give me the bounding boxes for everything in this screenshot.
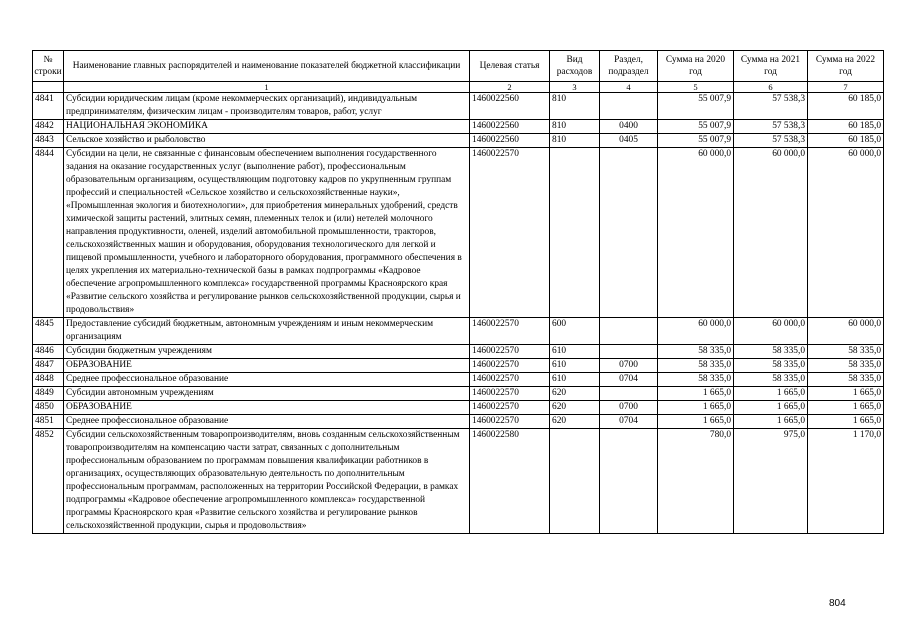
header-expense-type: Вид расходов (550, 51, 600, 82)
row-name: Субсидии юридическим лицам (кроме некоммерческих организаций), индивидуальным предпринимателям, физическим лицам - производителям товаров, работ, услуг (64, 93, 470, 120)
row-target-article: 1460022570 (470, 373, 550, 387)
page-number: 804 (829, 598, 846, 609)
row-number: 4844 (33, 148, 64, 318)
row-sum-2020: 1 665,0 (658, 387, 734, 401)
row-name: Субсидии бюджетным учреждениям (64, 345, 470, 359)
row-sum-2021: 57 538,3 (734, 120, 808, 134)
row-sum-2022: 58 335,0 (808, 345, 884, 359)
row-expense-type: 620 (550, 415, 600, 429)
row-sum-2020: 55 007,9 (658, 120, 734, 134)
row-expense-type: 610 (550, 345, 600, 359)
row-target-article: 1460022560 (470, 134, 550, 148)
row-section: 0700 (600, 401, 658, 415)
row-number: 4851 (33, 415, 64, 429)
row-name: Субсидии на цели, не связанные с финансовым обеспечением выполнения государственного задания на оказание государственных услуг (выполнение работ), профессиональным образовательным организациям, осуществляющим подготовку кадров по укрупненным группам профессий и специальностей «Сельское хозяйство и сельскохозяйственные науки», «Промышленная экология и биотехнологии», для приобретения минеральных удобрений, средств химической защиты растений, элитных семян, племенных телок и (или) нетелей молочного направления продуктивности, оленей, изделий автомобильной промышленности, тракторов, сельскохозяйственных машин и оборудования, оборудования технологического для легкой и пищевой промышленности, учебного и лабораторного оборудования, программного обеспечения в целях укрепления их материально-технической базы в рамках подпрограммы «Кадровое обеспечение агропромышленного комплекса» государственной программы Красноярского края «Развитие сельского хозяйства и регулирование рынков сельскохозяйственной продукции, сырья и продовольствия» (64, 148, 470, 318)
row-sum-2020: 1 665,0 (658, 401, 734, 415)
row-sum-2020: 55 007,9 (658, 93, 734, 120)
row-sum-2022: 58 335,0 (808, 359, 884, 373)
table-row (33, 318, 884, 345)
row-expense-type: 610 (550, 359, 600, 373)
column-number: 3 (550, 82, 600, 93)
row-target-article: 1460022570 (470, 318, 550, 345)
column-number: 6 (734, 82, 808, 93)
row-number: 4847 (33, 359, 64, 373)
row-name: ОБРАЗОВАНИЕ (64, 401, 470, 415)
row-target-article: 1460022570 (470, 387, 550, 401)
table-row (33, 134, 884, 148)
row-target-article: 1460022560 (470, 93, 550, 120)
row-section: 0704 (600, 415, 658, 429)
row-sum-2021: 57 538,3 (734, 134, 808, 148)
row-name: Сельское хозяйство и рыболовство (64, 134, 470, 148)
table-row (33, 345, 884, 359)
budget-table (32, 50, 884, 534)
row-name: Предоставление субсидий бюджетным, автономным учреждениям и иным некоммерческим организациям (64, 318, 470, 345)
row-target-article: 1460022570 (470, 415, 550, 429)
row-sum-2022: 1 665,0 (808, 387, 884, 401)
row-expense-type: 620 (550, 387, 600, 401)
column-number (33, 82, 64, 93)
row-number: 4845 (33, 318, 64, 345)
row-expense-type: 620 (550, 401, 600, 415)
row-number: 4842 (33, 120, 64, 134)
row-sum-2022: 60 185,0 (808, 134, 884, 148)
row-sum-2021: 975,0 (734, 429, 808, 534)
row-target-article: 1460022570 (470, 359, 550, 373)
row-expense-type: 810 (550, 134, 600, 148)
table-row (33, 387, 884, 401)
table-row (33, 401, 884, 415)
header-sum-2021: Сумма на 2021 год (734, 51, 808, 82)
row-expense-type: 810 (550, 93, 600, 120)
row-sum-2020: 58 335,0 (658, 373, 734, 387)
table-row (33, 148, 884, 318)
row-sum-2022: 60 000,0 (808, 148, 884, 318)
header-sum-2022: Сумма на 2022 год (808, 51, 884, 82)
row-sum-2020: 1 665,0 (658, 415, 734, 429)
row-sum-2021: 1 665,0 (734, 401, 808, 415)
row-target-article: 1460022570 (470, 148, 550, 318)
column-number: 5 (658, 82, 734, 93)
header-name: Наименование главных распорядителей и наименование показателей бюджетной классификации (64, 51, 470, 82)
row-number: 4846 (33, 345, 64, 359)
row-section: 0405 (600, 134, 658, 148)
row-sum-2021: 58 335,0 (734, 359, 808, 373)
row-sum-2021: 58 335,0 (734, 373, 808, 387)
row-sum-2020: 60 000,0 (658, 148, 734, 318)
row-section (600, 93, 658, 120)
row-section (600, 148, 658, 318)
row-sum-2022: 1 665,0 (808, 401, 884, 415)
row-sum-2022: 1 665,0 (808, 415, 884, 429)
table-row (33, 373, 884, 387)
row-number: 4849 (33, 387, 64, 401)
row-section (600, 318, 658, 345)
table-body (33, 93, 884, 534)
row-number: 4848 (33, 373, 64, 387)
row-number: 4843 (33, 134, 64, 148)
row-section (600, 345, 658, 359)
row-sum-2021: 1 665,0 (734, 415, 808, 429)
row-sum-2021: 58 335,0 (734, 345, 808, 359)
row-section: 0704 (600, 373, 658, 387)
table-header-row (33, 51, 884, 82)
row-sum-2020: 58 335,0 (658, 345, 734, 359)
row-target-article: 1460022570 (470, 345, 550, 359)
row-sum-2021: 1 665,0 (734, 387, 808, 401)
row-target-article: 1460022570 (470, 401, 550, 415)
row-expense-type (550, 429, 600, 534)
row-sum-2020: 60 000,0 (658, 318, 734, 345)
row-name: Субсидии автономным учреждениям (64, 387, 470, 401)
row-name: Среднее профессиональное образование (64, 415, 470, 429)
column-number: 1 (64, 82, 470, 93)
row-sum-2022: 1 170,0 (808, 429, 884, 534)
row-section: 0400 (600, 120, 658, 134)
table-row (33, 429, 884, 534)
row-number: 4850 (33, 401, 64, 415)
row-section: 0700 (600, 359, 658, 373)
row-sum-2021: 60 000,0 (734, 318, 808, 345)
column-number: 4 (600, 82, 658, 93)
row-name: ОБРАЗОВАНИЕ (64, 359, 470, 373)
row-sum-2022: 60 185,0 (808, 93, 884, 120)
row-sum-2021: 57 538,3 (734, 93, 808, 120)
row-name: Субсидии сельскохозяйственным товаропроизводителям, вновь созданным сельскохозяйственным товаропроизводителям на компенсацию части затрат, связанных с дополнительным профессиональным образованием по программам повышения квалификации работников в организациях, осуществляющих образовательную деятельность по дополнительным профессиональным программам, расположенных на территории Российской Федерации, в рамках подпрограммы «Кадровое обеспечение агропромышленного комплекса» государственной программы Красноярского края «Развитие сельского хозяйства и регулирование рынков сельскохозяйственной продукции, сырья и продовольствия» (64, 429, 470, 534)
header-row-number: № строки (33, 51, 64, 82)
row-sum-2022: 60 000,0 (808, 318, 884, 345)
row-number: 4852 (33, 429, 64, 534)
row-sum-2022: 58 335,0 (808, 373, 884, 387)
row-sum-2021: 60 000,0 (734, 148, 808, 318)
row-name: Среднее профессиональное образование (64, 373, 470, 387)
row-name: НАЦИОНАЛЬНАЯ ЭКОНОМИКА (64, 120, 470, 134)
header-target-article: Целевая статья (470, 51, 550, 82)
row-expense-type: 600 (550, 318, 600, 345)
header-sum-2020: Сумма на 2020 год (658, 51, 734, 82)
column-number-row (33, 82, 884, 93)
table-row (33, 120, 884, 134)
row-expense-type: 610 (550, 373, 600, 387)
row-sum-2020: 780,0 (658, 429, 734, 534)
table-row (33, 415, 884, 429)
table-row (33, 359, 884, 373)
row-section (600, 429, 658, 534)
column-number: 7 (808, 82, 884, 93)
row-number: 4841 (33, 93, 64, 120)
row-sum-2022: 60 185,0 (808, 120, 884, 134)
row-sum-2020: 55 007,9 (658, 134, 734, 148)
column-number: 2 (470, 82, 550, 93)
row-section (600, 387, 658, 401)
row-expense-type: 810 (550, 120, 600, 134)
row-expense-type (550, 148, 600, 318)
table-row (33, 93, 884, 120)
row-sum-2020: 58 335,0 (658, 359, 734, 373)
row-target-article: 1460022580 (470, 429, 550, 534)
row-target-article: 1460022560 (470, 120, 550, 134)
header-section: Раздел, подраздел (600, 51, 658, 82)
